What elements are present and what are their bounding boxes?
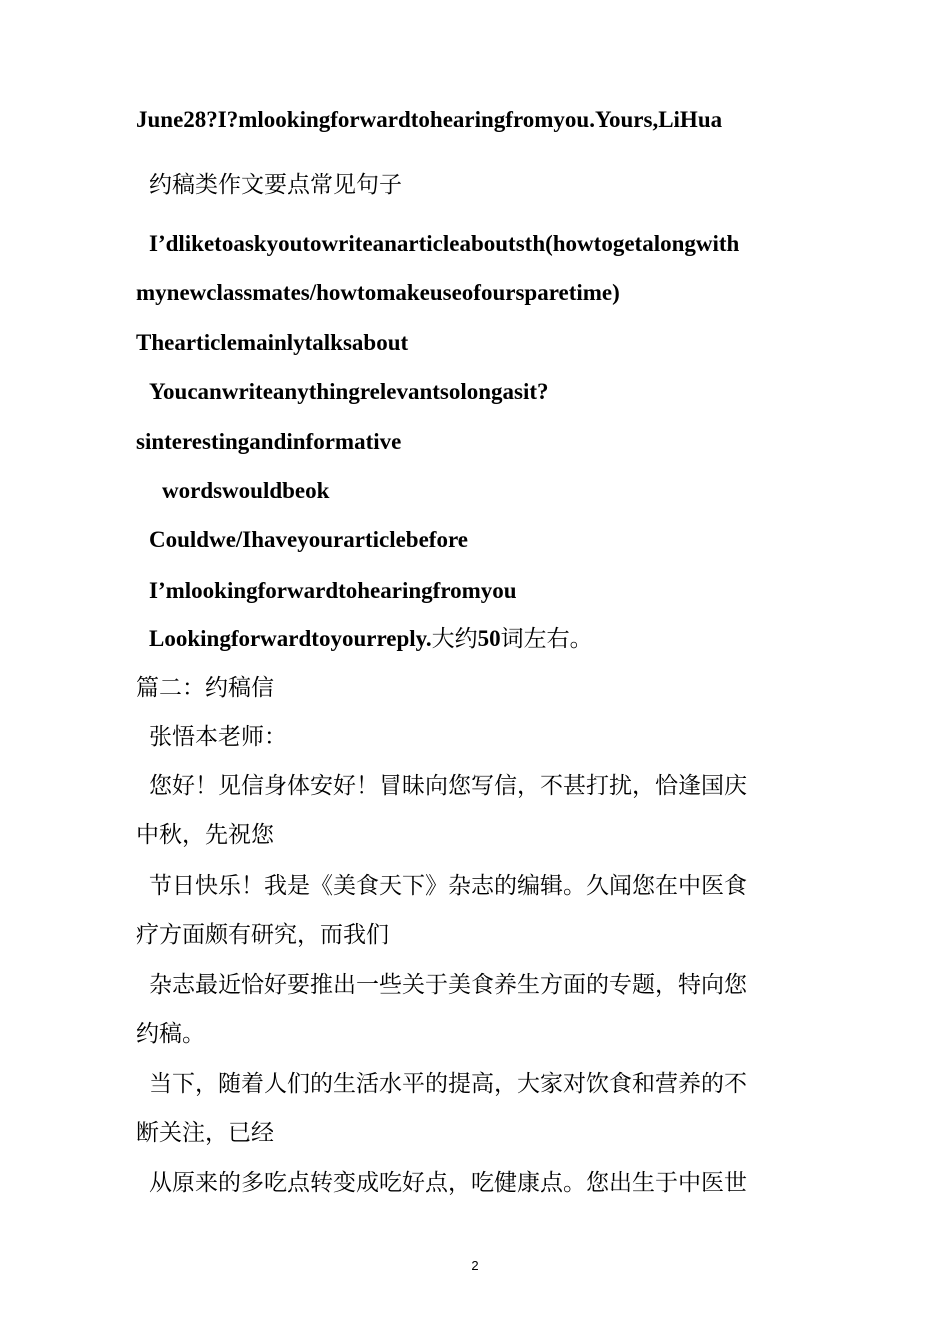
salutation: 张悟本老师： (149, 724, 287, 750)
text-line: 节日快乐！我是《美食天下》杂志的编辑。久闻您在中医食 (149, 873, 747, 899)
text-line: Thearticlemainlytalksabout (136, 330, 409, 355)
text-line: 当下，随着人们的生活水平的提高，大家对饮食和营养的不 (149, 1071, 747, 1097)
text-line: I’mlookingforwardtohearingfromyou (149, 578, 517, 603)
page-number: 2 (471, 1258, 479, 1273)
word-count-suffix: 词左右。 (500, 626, 593, 652)
text-line: 约稿。 (136, 1021, 205, 1047)
text-line (149, 624, 593, 654)
reply-phrase: Lookingforwardtoyourreply. (149, 626, 432, 651)
word-count-number: 50 (477, 626, 501, 651)
text-line: I’dliketoaskyoutowriteanarticleaboutsth(howtogetalongwith (149, 231, 740, 256)
section-heading: 篇二：约稿信 (136, 675, 274, 701)
text-line: Couldwe/Ihaveyourarticlebefore (149, 527, 468, 552)
text-line: mynewclassmates/howtomakeuseofoursparetime) (136, 280, 620, 305)
text-line: Youcanwriteanythingrelevantsolongasit? (149, 379, 549, 404)
text-line: sinterestingandinformative (136, 429, 402, 454)
text-line: wordswouldbeok (162, 478, 330, 503)
word-count-prefix: 大约 (431, 626, 478, 652)
text-line: 断关注，已经 (136, 1120, 274, 1146)
text-line: 您好！见信身体安好！冒昧向您写信，不甚打扰，恰逢国庆 (149, 773, 747, 799)
text-line: 杂志最近恰好要推出一些关于美食养生方面的专题，特向您 (149, 972, 747, 998)
text-line: June28?I?mlookingforwardtohearingfromyou.Yours,LiHua (136, 107, 723, 132)
text-line: 从原来的多吃点转变成吃好点，吃健康点。您出生于中医世 (149, 1170, 747, 1196)
text-line: 中秋，先祝您 (136, 822, 274, 848)
text-line: 疗方面颇有研究，而我们 (136, 922, 389, 948)
section-heading: 约稿类作文要点常见句子 (149, 172, 402, 198)
